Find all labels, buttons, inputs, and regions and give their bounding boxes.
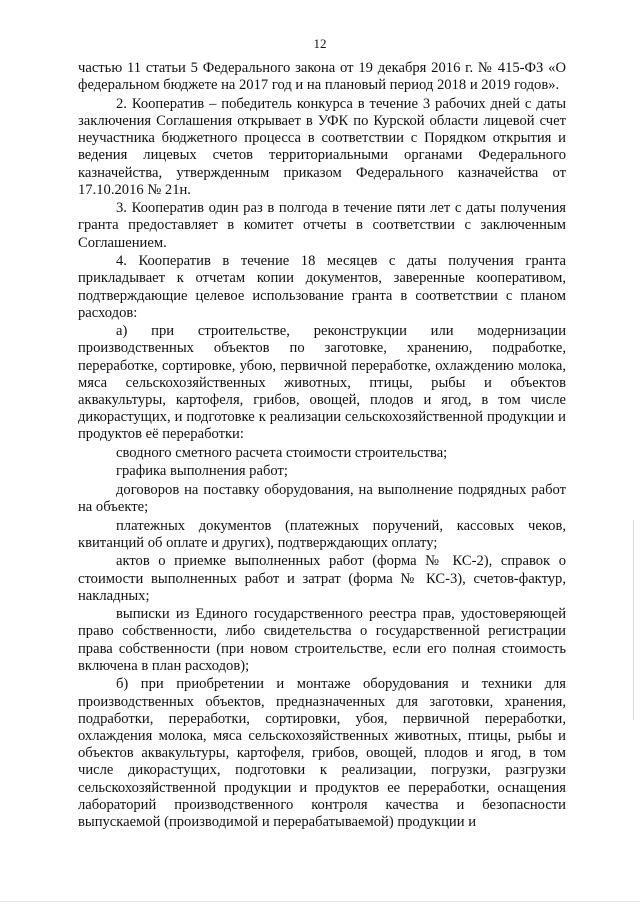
paragraph: а) при строительстве, реконструкции или модернизации производственных объектов по заготовке, хранению, подработке, переработке, сортировке, убою, первичной переработке, охлаждению молока, мяса сельскохозяйственных животных, птицы, рыбы и объектов аквакультуры, картофеля, грибов, овощей, плодов и ягод, в том числе дикорастущих, и подготовке к реализации сельскохозяйственной продукции и продуктов её переработки:: [78, 323, 566, 443]
page-number: 12: [313, 36, 327, 51]
scan-edge-line: [633, 520, 634, 720]
paragraph: выписки из Единого государственного реестра прав, удостоверяющей право собственности, либо свидетельства о государственной регистрации права собственности (при новом строительстве, если его полная стоимость включена в план расходов);: [78, 606, 566, 674]
paragraph: договоров на поставку оборудования, на выполнение подрядных работ на объекте;: [78, 481, 566, 516]
paragraph: б) при приобретении и монтаже оборудования и техники для производственных объектов, предназначенных для заготовки, хранения, подработки, переработки, сортировки, убоя, первичной переработки, охлаждения молока, мяса сельскохозяйственных животных, птицы, рыбы и объектов аквакультуры, картофеля, грибов, овощей, плодов и ягод, в том числе дикорастущих, подготовки к реализации, погрузки, разгрузки сельскохозяйственной продукции и продуктов ее переработки, оснащения лабораторий производственного контроля качества и безопасности выпускаемой (производимой и перерабатываемой) продукции и: [78, 676, 566, 830]
paragraph: актов о приемке выполненных работ (форма № КС-2), справок о стоимости выполненных работ и затрат (форма № КС-3), счетов-фактур, накладных;: [78, 553, 566, 604]
document-body: [78, 60, 566, 833]
paragraph: сводного сметного расчета стоимости строительства;: [116, 444, 448, 461]
paragraph: частью 11 статьи 5 Федерального закона от 19 декабря 2016 г. № 415-ФЗ «О федеральном бюджете на 2017 год и на плановый период 2018 и 2019 годов».: [78, 60, 566, 94]
paragraph: 2. Кооператив – победитель конкурса в течение 3 рабочих дней с даты заключения Соглашения открывает в УФК по Курской области лицевой счет неучастника бюджетного процесса в соответствии с Порядком открытия и ведения лицевых счетов территориальными органами Федерального казначейства, утвержденным приказом Федерального казначейства от 17.10.2016 № 21н.: [78, 95, 566, 198]
scan-bottom-line: [0, 901, 640, 902]
paragraph: 4. Кооператив в течение 18 месяцев с даты получения гранта прикладывает к отчетам копии документов, заверенные кооперативом, подтверждающие целевое использование гранта в соответствии с планом расходов:: [78, 253, 566, 321]
paragraph: 3. Кооператив один раз в полгода в течение пяти лет с даты получения гранта предоставляет в комитет отчеты в соответствии с заключенным Соглашением.: [78, 200, 566, 251]
paragraph: платежных документов (платежных поручений, кассовых чеков, квитанций об оплате и других), подтверждающих оплату;: [78, 517, 566, 551]
paragraph: графика выполнения работ;: [116, 463, 288, 480]
